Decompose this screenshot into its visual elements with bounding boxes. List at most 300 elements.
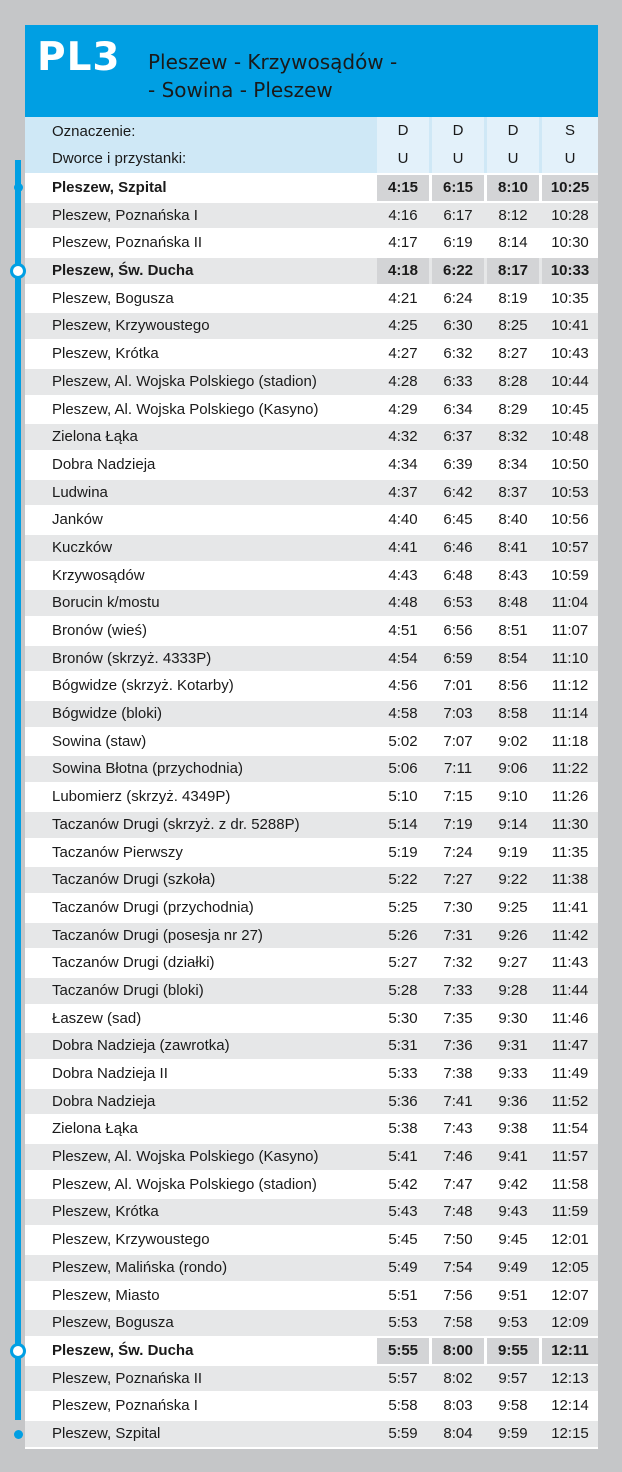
departure-time: 5:31 xyxy=(388,1037,418,1055)
stop-name: Pleszew, Al. Wojska Polskiego (stadion) xyxy=(52,1175,317,1193)
departure-time: 5:22 xyxy=(388,871,418,889)
departure-time: 6:42 xyxy=(443,483,473,501)
table-row xyxy=(25,1255,598,1281)
departure-time: 6:45 xyxy=(443,511,473,529)
departure-time: 4:25 xyxy=(388,317,418,335)
table-row xyxy=(25,286,598,312)
stop-name: Taczanów Drugi (działki) xyxy=(52,954,215,972)
departure-time: 8:29 xyxy=(498,400,528,418)
departure-time: 8:00 xyxy=(432,1338,484,1364)
departure-time: 6:22 xyxy=(432,258,484,284)
stop-name: Dobra Nadzieja II xyxy=(52,1065,168,1082)
table-row xyxy=(25,424,598,450)
departure-time: 8:37 xyxy=(498,483,528,501)
stop-name: Pleszew, Szpital xyxy=(52,1424,161,1442)
departure-time: 8:19 xyxy=(498,289,528,307)
departure-time: 12:13 xyxy=(551,1369,589,1387)
table-row xyxy=(25,1006,598,1032)
departure-time: 7:56 xyxy=(443,1286,473,1304)
table-row xyxy=(25,341,598,367)
departure-time: 8:17 xyxy=(487,258,539,284)
stop-name: Dobra Nadzieja xyxy=(52,1092,156,1110)
departure-time: 11:59 xyxy=(551,1203,589,1221)
table-row xyxy=(25,646,598,672)
stop-name: Pleszew, Szpital xyxy=(52,179,167,196)
departure-time: 12:07 xyxy=(551,1286,589,1304)
departure-time: 7:58 xyxy=(443,1314,473,1332)
departure-time: 12:09 xyxy=(551,1314,589,1332)
table-row xyxy=(25,313,598,339)
table-row xyxy=(25,563,598,589)
table-row xyxy=(25,1089,598,1115)
departure-time: 11:18 xyxy=(551,732,589,750)
stop-name: Dobra Nadzieja (zawrotka) xyxy=(52,1037,230,1055)
departure-time: 7:35 xyxy=(443,1009,473,1027)
departure-time: 8:25 xyxy=(498,317,528,335)
departure-time: 11:38 xyxy=(551,871,589,889)
stop-name: Sowina Błotna (przychodnia) xyxy=(52,760,243,778)
departure-time: 4:29 xyxy=(388,400,418,418)
stop-name: Pleszew, Św. Ducha xyxy=(52,1341,194,1359)
departure-time: 4:41 xyxy=(388,538,418,556)
column-header-top: D xyxy=(507,122,519,139)
departure-time: 6:48 xyxy=(443,566,473,584)
departure-time: 7:46 xyxy=(443,1148,473,1166)
departure-time: 5:14 xyxy=(388,815,418,833)
stop-name: Lubomierz (skrzyż. 4349P) xyxy=(52,788,231,806)
departure-time: 7:54 xyxy=(443,1258,473,1276)
stop-marker xyxy=(14,183,23,192)
stop-name: Pleszew, Bogusza xyxy=(52,289,174,307)
departure-time: 4:58 xyxy=(388,705,418,723)
departure-time: 9:14 xyxy=(498,815,528,833)
departure-time: 5:42 xyxy=(388,1175,418,1193)
column-header-4 xyxy=(542,117,598,173)
departure-time: 10:33 xyxy=(542,258,598,284)
departure-time: 11:35 xyxy=(551,843,589,861)
route-line xyxy=(15,160,21,1420)
departure-time: 4:54 xyxy=(388,649,418,667)
table-row xyxy=(25,1283,598,1309)
departure-time: 9:43 xyxy=(498,1203,528,1221)
table-row xyxy=(25,230,598,256)
column-header-2 xyxy=(432,117,484,173)
departure-time: 11:42 xyxy=(551,926,589,944)
departure-time: 11:26 xyxy=(551,788,589,806)
departure-time: 7:24 xyxy=(443,843,473,861)
column-header-bottom: U xyxy=(507,150,519,167)
table-row xyxy=(25,369,598,395)
departure-time: 9:49 xyxy=(498,1258,528,1276)
stop-name: Pleszew, Poznańska I xyxy=(52,206,198,224)
stops-label: Dworce i przystanki: xyxy=(52,150,187,167)
departure-time: 7:19 xyxy=(443,815,473,833)
stop-marker xyxy=(14,1430,23,1439)
departure-time: 10:43 xyxy=(551,345,589,363)
route-title-line-2: - Sowina - Pleszew xyxy=(148,78,333,102)
departure-time: 5:26 xyxy=(388,926,418,944)
departure-time: 9:06 xyxy=(498,760,528,778)
departure-time: 8:10 xyxy=(487,175,539,201)
stop-name: Taczanów Drugi (przychodnia) xyxy=(52,898,254,916)
column-header-bottom: U xyxy=(452,150,464,167)
departure-time: 5:51 xyxy=(388,1286,418,1304)
table-row xyxy=(25,175,598,201)
departure-time: 11:43 xyxy=(551,954,589,972)
table-row xyxy=(25,1310,598,1336)
departure-time: 7:33 xyxy=(443,981,473,999)
departure-time: 5:27 xyxy=(388,954,418,972)
departure-time: 11:04 xyxy=(551,594,589,612)
departure-time: 7:31 xyxy=(443,926,473,944)
departure-time: 9:31 xyxy=(498,1037,528,1055)
departure-time: 9:58 xyxy=(498,1397,528,1415)
route-code: PL3 xyxy=(37,35,121,80)
departure-time: 10:56 xyxy=(551,511,589,529)
table-row xyxy=(25,203,598,229)
stop-name: Pleszew, Al. Wojska Polskiego (stadion) xyxy=(52,372,317,390)
departure-time: 4:18 xyxy=(377,258,429,284)
table-row xyxy=(25,784,598,810)
departure-time: 6:33 xyxy=(443,372,473,390)
stop-name: Bronów (wieś) xyxy=(52,622,148,639)
table-row xyxy=(25,507,598,533)
designation-label: Oznaczenie: xyxy=(52,123,136,140)
departure-time: 7:07 xyxy=(443,732,473,750)
departure-time: 5:38 xyxy=(388,1120,418,1138)
departure-time: 9:27 xyxy=(498,954,528,972)
departure-time: 6:24 xyxy=(443,289,473,307)
column-header-1 xyxy=(377,117,429,173)
departure-time: 9:38 xyxy=(498,1120,528,1138)
departure-time: 9:41 xyxy=(498,1148,528,1166)
table-header xyxy=(25,117,598,173)
departure-time: 4:34 xyxy=(388,455,418,473)
departure-time: 10:41 xyxy=(551,317,589,335)
stop-name: Sowina (staw) xyxy=(52,732,147,750)
stop-name: Pleszew, Poznańska II xyxy=(52,1369,203,1387)
departure-time: 9:22 xyxy=(498,871,528,889)
stop-name: Łaszew (sad) xyxy=(52,1009,142,1027)
table-row xyxy=(25,1144,598,1170)
table-row xyxy=(25,840,598,866)
departure-time: 7:47 xyxy=(443,1175,473,1193)
departure-time: 4:51 xyxy=(388,622,418,639)
departure-time: 6:19 xyxy=(443,234,473,252)
departure-time: 8:28 xyxy=(498,372,528,390)
table-row xyxy=(25,867,598,893)
column-header-top: D xyxy=(452,122,464,139)
column-header-bottom: U xyxy=(564,150,576,167)
column-header-3 xyxy=(487,117,539,173)
departure-time: 10:45 xyxy=(551,400,589,418)
departure-time: 9:10 xyxy=(498,788,528,806)
departure-time: 11:44 xyxy=(551,981,589,999)
table-row xyxy=(25,1199,598,1225)
stop-name: Taczanów Drugi (posesja nr 27) xyxy=(52,926,263,944)
departure-time: 10:28 xyxy=(551,206,589,224)
table-row xyxy=(25,1033,598,1059)
departure-time: 5:19 xyxy=(388,843,418,861)
departure-time: 4:28 xyxy=(388,372,418,390)
departure-time: 4:32 xyxy=(388,428,418,446)
departure-time: 9:55 xyxy=(487,1338,539,1364)
departure-time: 7:41 xyxy=(443,1092,473,1110)
departure-time: 6:37 xyxy=(443,428,473,446)
stop-name: Pleszew, Św. Ducha xyxy=(52,262,194,280)
departure-time: 12:05 xyxy=(551,1258,589,1276)
departure-time: 7:43 xyxy=(443,1120,473,1138)
table-row xyxy=(25,397,598,423)
route-title-line-1: Pleszew - Krzywosądów - xyxy=(148,50,398,74)
departure-time: 6:34 xyxy=(443,400,473,418)
departure-time: 6:59 xyxy=(443,649,473,667)
departure-time: 11:58 xyxy=(551,1175,589,1193)
departure-time: 9:28 xyxy=(498,981,528,999)
departure-time: 4:21 xyxy=(388,289,418,307)
departure-time: 6:32 xyxy=(443,345,473,363)
departure-time: 12:01 xyxy=(551,1231,589,1249)
stop-name: Pleszew, Bogusza xyxy=(52,1314,174,1332)
stop-name: Pleszew, Miasto xyxy=(52,1286,160,1304)
stop-name: Bronów (skrzyż. 4333P) xyxy=(52,649,212,667)
major-stop-marker xyxy=(10,263,26,279)
table-row xyxy=(25,673,598,699)
departure-time: 5:36 xyxy=(388,1092,418,1110)
departure-time: 5:59 xyxy=(388,1424,418,1442)
departure-time: 10:50 xyxy=(551,455,589,473)
departure-time: 11:46 xyxy=(551,1009,589,1027)
departure-time: 8:12 xyxy=(498,206,528,224)
departure-time: 5:43 xyxy=(388,1203,418,1221)
departure-time: 12:11 xyxy=(542,1338,598,1364)
departure-time: 4:48 xyxy=(388,594,418,612)
departure-time: 9:26 xyxy=(498,926,528,944)
departure-time: 5:58 xyxy=(388,1397,418,1415)
departure-time: 5:45 xyxy=(388,1231,418,1249)
departure-time: 9:19 xyxy=(498,843,528,861)
departure-time: 5:49 xyxy=(388,1258,418,1276)
departure-time: 5:53 xyxy=(388,1314,418,1332)
route-title xyxy=(148,48,588,104)
table-row xyxy=(25,258,598,284)
departure-time: 5:10 xyxy=(388,788,418,806)
departure-time: 6:39 xyxy=(443,455,473,473)
table-row xyxy=(25,756,598,782)
table-row xyxy=(25,618,598,644)
departure-time: 10:48 xyxy=(551,428,589,446)
departure-time: 5:02 xyxy=(388,732,418,750)
departure-time: 11:57 xyxy=(551,1148,589,1166)
stop-name: Zielona Łąka xyxy=(52,1120,138,1138)
table-row xyxy=(25,729,598,755)
stop-name: Pleszew, Malińska (rondo) xyxy=(52,1258,228,1276)
stop-name: Pleszew, Krzywoustego xyxy=(52,317,210,335)
departure-time: 8:51 xyxy=(498,622,528,639)
departure-time: 8:48 xyxy=(498,594,528,612)
departure-time: 7:11 xyxy=(443,760,473,778)
departure-time: 7:36 xyxy=(443,1037,473,1055)
departure-time: 11:10 xyxy=(551,649,589,667)
departure-time: 8:56 xyxy=(498,677,528,695)
table-row xyxy=(25,923,598,949)
departure-time: 7:50 xyxy=(443,1231,473,1249)
departure-time: 4:16 xyxy=(388,206,418,224)
departure-time: 4:37 xyxy=(388,483,418,501)
stop-name: Ludwina xyxy=(52,483,108,501)
departure-time: 9:53 xyxy=(498,1314,528,1332)
major-stop-marker xyxy=(10,1343,26,1359)
table-row xyxy=(25,1116,598,1142)
departure-time: 9:45 xyxy=(498,1231,528,1249)
departure-time: 7:38 xyxy=(443,1065,473,1082)
table-row xyxy=(25,1061,598,1087)
stop-name: Janków xyxy=(52,511,103,529)
departure-time: 5:55 xyxy=(377,1338,429,1364)
column-header-top: D xyxy=(397,122,409,139)
departure-time: 9:57 xyxy=(498,1369,528,1387)
departure-time: 11:12 xyxy=(551,677,589,695)
departure-time: 11:30 xyxy=(551,815,589,833)
departure-time: 8:04 xyxy=(443,1424,473,1442)
departure-time: 6:53 xyxy=(443,594,473,612)
table-row xyxy=(25,1172,598,1198)
table-row xyxy=(25,1393,598,1419)
departure-time: 8:41 xyxy=(498,538,528,556)
stop-name: Kuczków xyxy=(52,538,113,556)
departure-time: 6:56 xyxy=(443,622,473,639)
departure-time: 10:53 xyxy=(551,483,589,501)
departure-time: 9:02 xyxy=(498,732,528,750)
departure-time: 9:42 xyxy=(498,1175,528,1193)
table-row xyxy=(25,701,598,727)
departure-time: 7:01 xyxy=(443,677,473,695)
table-row xyxy=(25,812,598,838)
table-row xyxy=(25,1338,598,1364)
departure-time: 6:15 xyxy=(432,175,484,201)
departure-time: 11:41 xyxy=(551,898,589,916)
departure-time: 9:59 xyxy=(498,1424,528,1442)
departure-time: 8:02 xyxy=(443,1369,473,1387)
table-row xyxy=(25,1227,598,1253)
departure-time: 6:30 xyxy=(443,317,473,335)
departure-time: 9:30 xyxy=(498,1009,528,1027)
stop-name: Pleszew, Al. Wojska Polskiego (Kasyno) xyxy=(52,400,319,418)
departure-time: 8:34 xyxy=(498,455,528,473)
table-row xyxy=(25,590,598,616)
stop-name: Taczanów Drugi (bloki) xyxy=(52,981,204,999)
departure-time: 7:48 xyxy=(443,1203,473,1221)
departure-time: 10:30 xyxy=(551,234,589,252)
stop-name: Dobra Nadzieja xyxy=(52,455,156,473)
departure-time: 5:06 xyxy=(388,760,418,778)
table-row xyxy=(25,480,598,506)
table-row xyxy=(25,950,598,976)
departure-time: 8:54 xyxy=(498,649,528,667)
table-row xyxy=(25,452,598,478)
stop-name: Bógwidze (bloki) xyxy=(52,705,163,723)
departure-time: 9:33 xyxy=(498,1065,528,1082)
stop-name: Krzywosądów xyxy=(52,566,145,584)
departure-time: 7:32 xyxy=(443,954,473,972)
table-row xyxy=(25,1366,598,1392)
departure-time: 10:35 xyxy=(551,289,589,307)
departure-time: 11:14 xyxy=(551,705,589,723)
column-header-bottom: U xyxy=(397,150,409,167)
departure-time: 6:17 xyxy=(443,206,473,224)
departure-time: 7:15 xyxy=(443,788,473,806)
stop-name: Borucin k/mostu xyxy=(52,594,160,612)
departure-time: 8:27 xyxy=(498,345,528,363)
timetable-card xyxy=(25,25,598,1449)
route-header xyxy=(25,25,598,117)
stop-name: Pleszew, Poznańska I xyxy=(52,1397,198,1415)
departure-time: 5:30 xyxy=(388,1009,418,1027)
departure-time: 10:59 xyxy=(551,566,589,584)
table-row xyxy=(25,895,598,921)
departure-time: 11:22 xyxy=(551,760,589,778)
stop-name: Pleszew, Krótka xyxy=(52,1203,159,1221)
departure-time: 4:56 xyxy=(388,677,418,695)
departure-time: 11:47 xyxy=(551,1037,589,1055)
departure-time: 7:03 xyxy=(443,705,473,723)
departure-time: 4:27 xyxy=(388,345,418,363)
departure-time: 4:40 xyxy=(388,511,418,529)
departure-time: 11:52 xyxy=(551,1092,589,1110)
table-row xyxy=(25,978,598,1004)
departure-time: 11:49 xyxy=(551,1065,589,1082)
departure-time: 8:43 xyxy=(498,566,528,584)
stop-name: Taczanów Drugi (skrzyż. z dr. 5288P) xyxy=(52,815,300,833)
departure-time: 10:25 xyxy=(542,175,598,201)
departure-time: 4:17 xyxy=(388,234,418,252)
departure-time: 5:57 xyxy=(388,1369,418,1387)
departure-time: 4:43 xyxy=(388,566,418,584)
stop-name: Taczanów Drugi (szkoła) xyxy=(52,871,216,889)
column-header-top: S xyxy=(564,122,575,139)
departure-time: 5:41 xyxy=(388,1148,418,1166)
departure-time: 8:40 xyxy=(498,511,528,529)
departure-time: 12:14 xyxy=(551,1397,589,1415)
departure-time: 7:27 xyxy=(443,871,473,889)
departure-time: 9:36 xyxy=(498,1092,528,1110)
departure-time: 9:51 xyxy=(498,1286,528,1304)
departure-time: 9:25 xyxy=(498,898,528,916)
departure-time: 11:54 xyxy=(551,1120,589,1138)
departure-time: 12:15 xyxy=(551,1424,589,1442)
table-row xyxy=(25,535,598,561)
stop-name: Zielona Łąka xyxy=(52,428,138,446)
departure-time: 11:07 xyxy=(551,622,589,639)
departure-time: 10:44 xyxy=(551,372,589,390)
departure-time: 7:30 xyxy=(443,898,473,916)
stop-name: Bógwidze (skrzyż. Kotarby) xyxy=(52,677,234,695)
departure-time: 8:32 xyxy=(498,428,528,446)
stops-table xyxy=(25,175,598,1449)
stop-name: Taczanów Pierwszy xyxy=(52,843,183,861)
departure-time: 5:25 xyxy=(388,898,418,916)
departure-time: 6:46 xyxy=(443,538,473,556)
departure-time: 5:28 xyxy=(388,981,418,999)
table-row xyxy=(25,1421,598,1447)
departure-time: 8:03 xyxy=(443,1397,473,1415)
departure-time: 8:58 xyxy=(498,705,528,723)
departure-time: 8:14 xyxy=(498,234,528,252)
stop-name: Pleszew, Poznańska II xyxy=(52,234,203,252)
stop-name: Pleszew, Krzywoustego xyxy=(52,1231,210,1249)
departure-time: 10:57 xyxy=(551,538,589,556)
departure-time: 4:15 xyxy=(377,175,429,201)
